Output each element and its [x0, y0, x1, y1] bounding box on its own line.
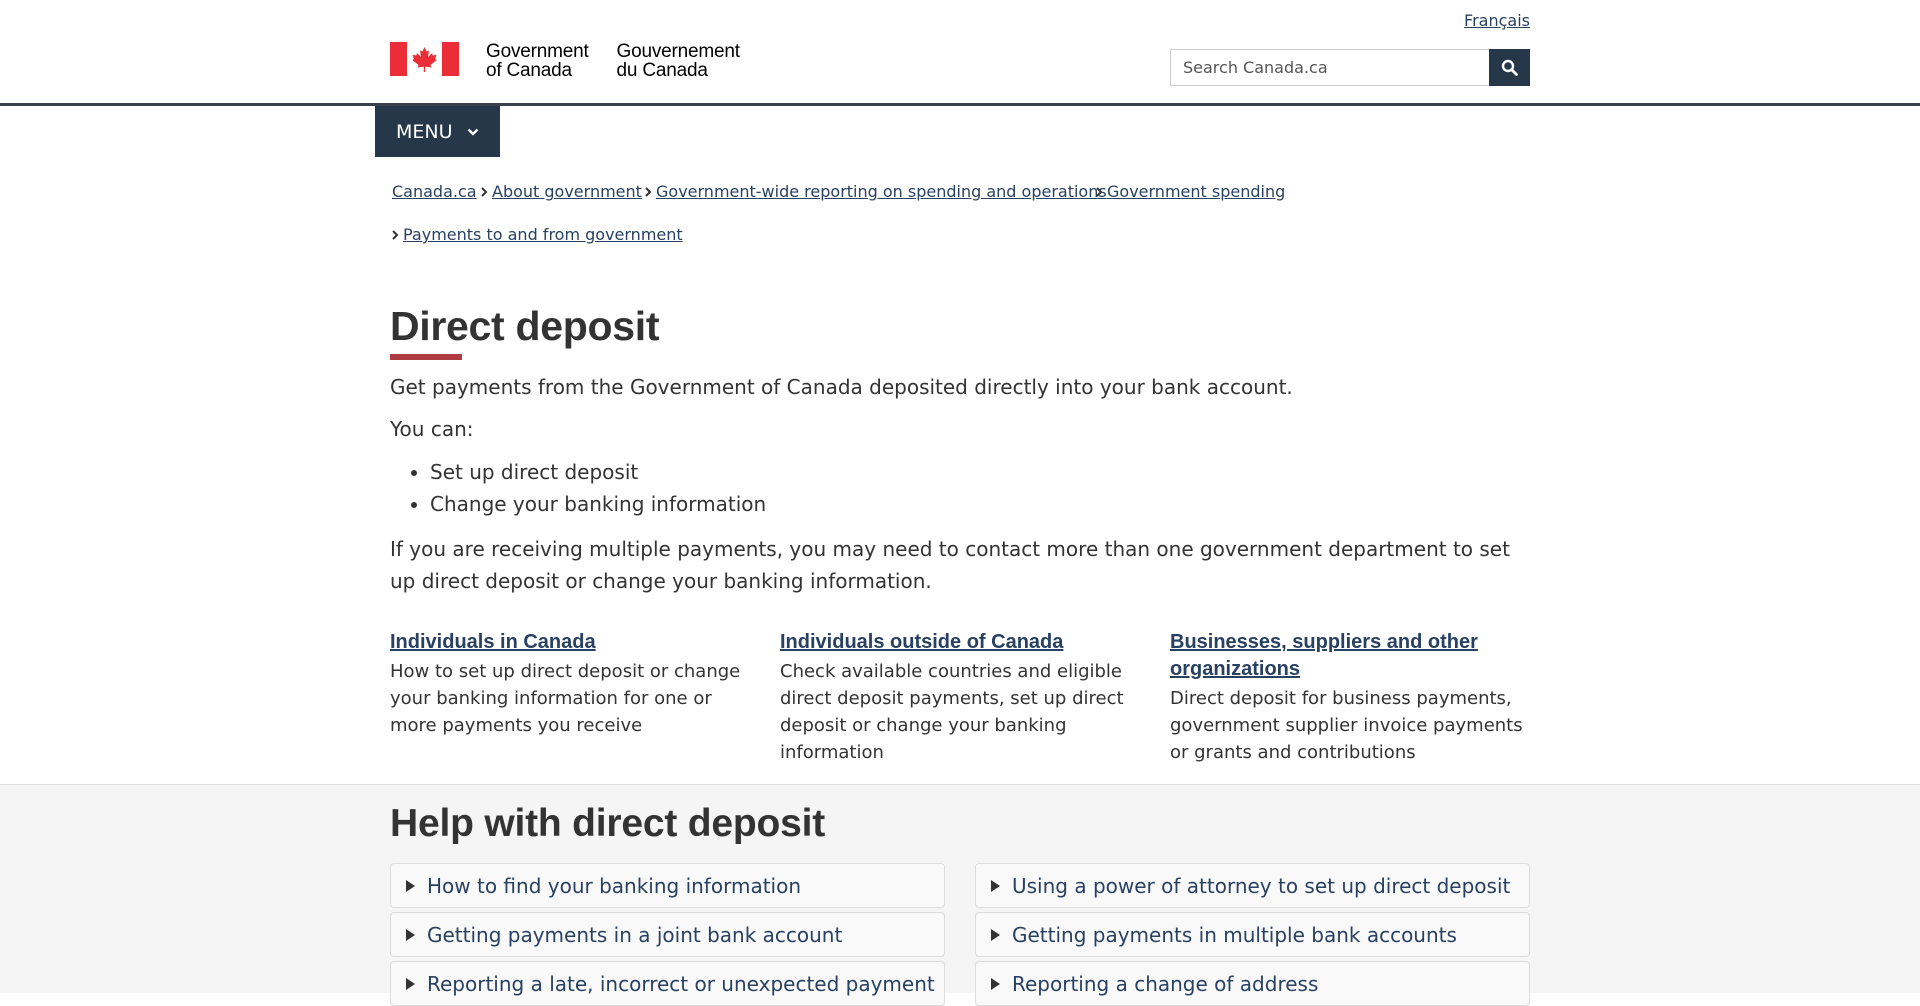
accordion-label: Reporting a late, incorrect or unexpected payment — [427, 971, 935, 996]
card-description: Direct deposit for business payments, government supplier invoice payments or grants and contributions — [1170, 688, 1523, 763]
card-link-individuals-in-canada[interactable]: Individuals in Canada — [390, 631, 596, 653]
chevron-right-icon — [644, 187, 652, 197]
site-search — [1170, 49, 1530, 86]
title-underline — [390, 354, 462, 360]
search-input[interactable] — [1170, 49, 1489, 86]
multiple-payments-note: If you are receiving multiple payments, you may need to contact more than one government department to set up direct deposit or change your banking information. — [390, 537, 1510, 593]
breadcrumb-item — [391, 225, 683, 244]
help-section-title: Help with direct deposit — [390, 802, 826, 845]
wordmark-fr-line2: du Canada — [616, 60, 708, 81]
breadcrumb-link-about-government[interactable]: About government — [492, 182, 642, 201]
triangle-right-icon — [991, 978, 1000, 990]
help-section — [0, 784, 1920, 996]
triangle-right-icon — [406, 978, 415, 990]
wordmark-french — [617, 42, 740, 80]
page-title: Direct deposit — [390, 303, 660, 349]
accordion-label: Getting payments in a joint bank account — [427, 922, 843, 947]
language-toggle-link[interactable]: Français — [1464, 11, 1530, 30]
card-description: How to set up direct deposit or change your banking information for one or more payments you receive — [390, 661, 741, 736]
options-list — [390, 456, 766, 520]
canada-flag-icon — [390, 42, 459, 76]
list-item: • Change your banking information — [430, 488, 766, 520]
chevron-down-icon — [467, 128, 479, 136]
accordion-item[interactable] — [975, 863, 1530, 908]
breadcrumb-link-government-spending[interactable]: Government spending — [1107, 182, 1286, 201]
chevron-right-icon — [1095, 187, 1103, 197]
accordion-label: Using a power of attorney to set up direct deposit — [1012, 873, 1511, 898]
accordion-item[interactable] — [390, 863, 945, 908]
card-businesses — [1170, 629, 1535, 766]
breadcrumb-item — [644, 182, 1107, 201]
you-can-label: You can: — [390, 417, 474, 441]
accordion-label: Getting payments in multiple bank accounts — [1012, 922, 1457, 947]
card-description: Check available countries and eligible direct deposit payments, set up direct deposit or change your banking information — [780, 661, 1124, 763]
card-individuals-outside-canada — [780, 629, 1145, 766]
menu-label: MENU — [396, 120, 453, 143]
wordmark-fr-line1: Gouvernement — [616, 41, 740, 62]
triangle-right-icon — [406, 880, 415, 892]
breadcrumb-item — [1095, 182, 1285, 201]
card-link-individuals-outside-canada[interactable]: Individuals outside of Canada — [780, 631, 1064, 653]
breadcrumb-item — [392, 182, 477, 201]
wordmark-english — [486, 42, 589, 80]
site-header — [0, 0, 1920, 106]
triangle-right-icon — [991, 880, 1000, 892]
chevron-right-icon — [480, 187, 488, 197]
breadcrumb-item — [480, 182, 642, 201]
accordion-label: How to find your banking information — [427, 873, 802, 898]
search-button[interactable] — [1489, 49, 1530, 86]
breadcrumb-link-canada[interactable]: Canada.ca — [392, 182, 477, 201]
accordion-label: Reporting a change of address — [1012, 971, 1319, 996]
accordion-item[interactable] — [390, 961, 945, 1006]
card-link-businesses[interactable]: Businesses, suppliers and other organizations — [1170, 631, 1478, 680]
card-individuals-in-canada — [390, 629, 755, 739]
accordion-item[interactable] — [975, 912, 1530, 957]
breadcrumb-link-government-wide-reporting[interactable]: Government-wide reporting on spending and operations — [656, 182, 1107, 201]
search-icon — [1501, 59, 1518, 76]
intro-text: Get payments from the Government of Canada deposited directly into your bank account. — [390, 375, 1293, 399]
breadcrumb-link-payments[interactable]: Payments to and from government — [403, 225, 683, 244]
triangle-right-icon — [991, 929, 1000, 941]
wordmark-en-line2: of Canada — [486, 60, 572, 81]
accordion-item[interactable] — [390, 912, 945, 957]
government-of-canada-signature[interactable] — [390, 42, 740, 80]
menu-button[interactable] — [375, 106, 500, 157]
accordion-item[interactable] — [975, 961, 1530, 1006]
wordmark-en-line1: Government — [486, 41, 589, 62]
triangle-right-icon — [406, 929, 415, 941]
list-item: • Set up direct deposit — [430, 456, 766, 488]
chevron-right-icon — [391, 230, 399, 240]
